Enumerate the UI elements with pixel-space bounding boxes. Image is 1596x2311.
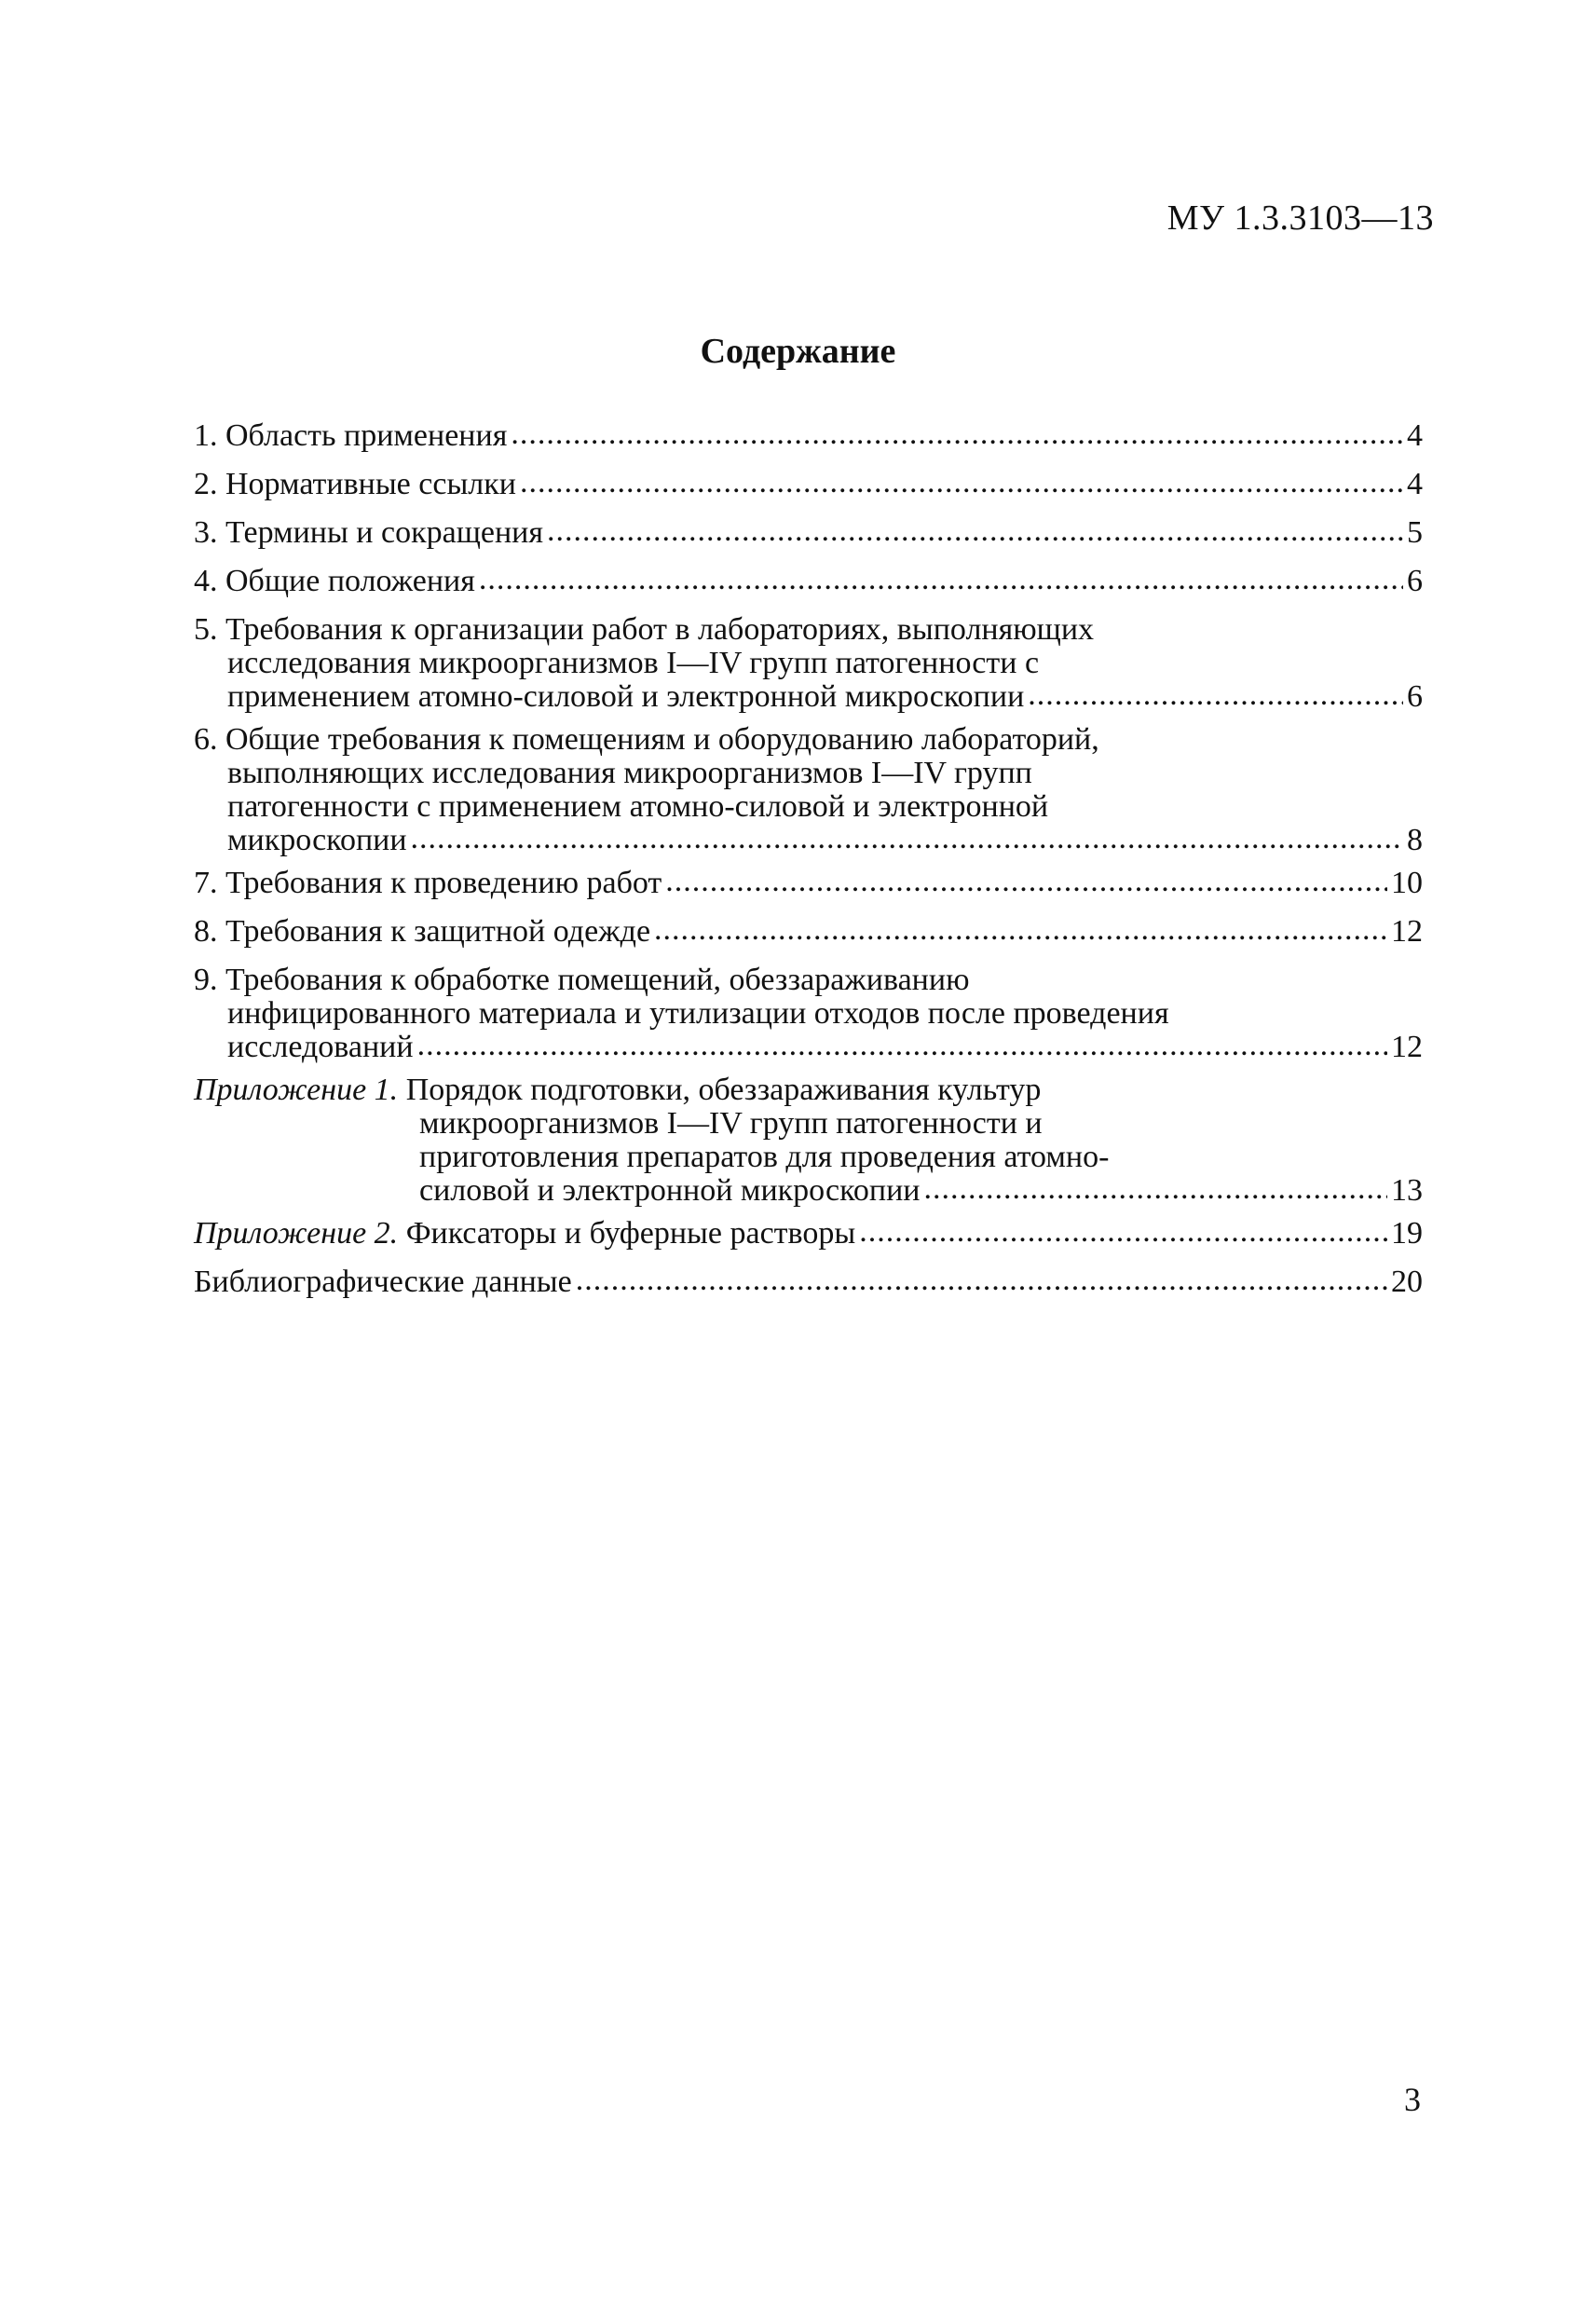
appendix-label: Приложение 1. (194, 1073, 399, 1107)
toc-entry-text: 7. Требования к проведению работ (194, 866, 662, 900)
toc-entry-text: 1. Область применения (194, 418, 508, 453)
page-number: 3 (1404, 2081, 1421, 2118)
appendix-label: Приложение 2. (194, 1216, 399, 1251)
toc-entry-text: Порядок подготовки, обеззараживания культур (405, 1073, 1042, 1107)
toc-entry-text: патогенности с применением атомно-силовой и электронной (227, 789, 1049, 824)
toc-entry-6[interactable] (194, 723, 1423, 857)
dot-leader (859, 1215, 1387, 1249)
dot-leader (547, 514, 1403, 548)
toc-entry-4[interactable] (194, 565, 1423, 598)
toc-entry-text: 5. Требования к организации работ в лабораториях, выполняющих (194, 612, 1095, 647)
toc-page-number: 4 (1407, 467, 1423, 501)
toc-bibliography[interactable] (194, 1265, 1423, 1299)
dot-leader (511, 417, 1403, 451)
toc-entry-text: Фиксаторы и буферные растворы (405, 1216, 856, 1251)
toc-page-number: 4 (1407, 418, 1423, 453)
toc-entry-text: исследования микроорганизмов I—IV групп патогенности с (227, 646, 1040, 680)
toc-entry-1[interactable] (194, 419, 1423, 453)
toc-entry-text: 3. Термины и сокращения (194, 515, 543, 550)
toc-entry-5[interactable] (194, 613, 1423, 714)
toc-page-number: 12 (1391, 1030, 1423, 1064)
toc-page-number: 13 (1391, 1173, 1423, 1208)
toc-entry-text: выполняющих исследования микроорганизмов I—IV групп (227, 756, 1032, 790)
dot-leader (479, 563, 1403, 596)
toc-entry-text: микроорганизмов I—IV групп патогенности и (419, 1106, 1043, 1141)
toc-entry-text: 9. Требования к обработке помещений, обеззараживанию (194, 963, 970, 997)
toc-page-number: 6 (1407, 679, 1423, 714)
toc-page-number: 5 (1407, 515, 1423, 550)
toc-entry-7[interactable] (194, 867, 1423, 900)
toc-page-number: 20 (1391, 1265, 1423, 1299)
toc-entry-3[interactable] (194, 516, 1423, 550)
toc-entry-2[interactable] (194, 468, 1423, 501)
toc-appendix-2[interactable] (194, 1217, 1423, 1251)
dot-leader (1028, 678, 1403, 712)
toc-entry-text: приготовления препаратов для проведения атомно- (419, 1140, 1110, 1174)
toc-entry-text: силовой и электронной микроскопии (419, 1173, 921, 1208)
toc-entry-text: 8. Требования к защитной одежде (194, 914, 651, 949)
dot-leader (654, 913, 1387, 947)
toc-page-number: 19 (1391, 1216, 1423, 1251)
dot-leader (576, 1264, 1387, 1297)
dot-leader (665, 865, 1387, 898)
toc-entry-9[interactable] (194, 964, 1423, 1064)
toc-page-number: 10 (1391, 866, 1423, 900)
toc-entry-text: Библиографические данные (194, 1265, 572, 1299)
toc-entry-text: инфицированного материала и утилизации отходов после проведения (227, 996, 1169, 1031)
toc-entry-8[interactable] (194, 915, 1423, 949)
table-of-contents (194, 419, 1423, 1314)
toc-entry-text: 2. Нормативные ссылки (194, 467, 516, 501)
toc-entry-text: микроскопии (227, 823, 407, 857)
toc-title: Содержание (700, 332, 896, 371)
toc-entry-text: 4. Общие положения (194, 564, 475, 598)
toc-appendix-1[interactable] (194, 1073, 1423, 1208)
dot-leader (417, 1029, 1387, 1062)
document-code: МУ 1.3.3103—13 (1166, 198, 1434, 238)
toc-entry-text: применением атомно-силовой и электронной микроскопии (227, 679, 1025, 714)
dot-leader (923, 1172, 1387, 1206)
toc-page-number: 6 (1407, 564, 1423, 598)
toc-entry-text: исследований (227, 1030, 414, 1064)
toc-page-number: 12 (1391, 914, 1423, 949)
toc-page-number: 8 (1407, 823, 1423, 857)
toc-entry-text: 6. Общие требования к помещениям и оборудованию лабораторий, (194, 722, 1099, 757)
dot-leader (411, 822, 1403, 855)
dot-leader (520, 466, 1403, 499)
